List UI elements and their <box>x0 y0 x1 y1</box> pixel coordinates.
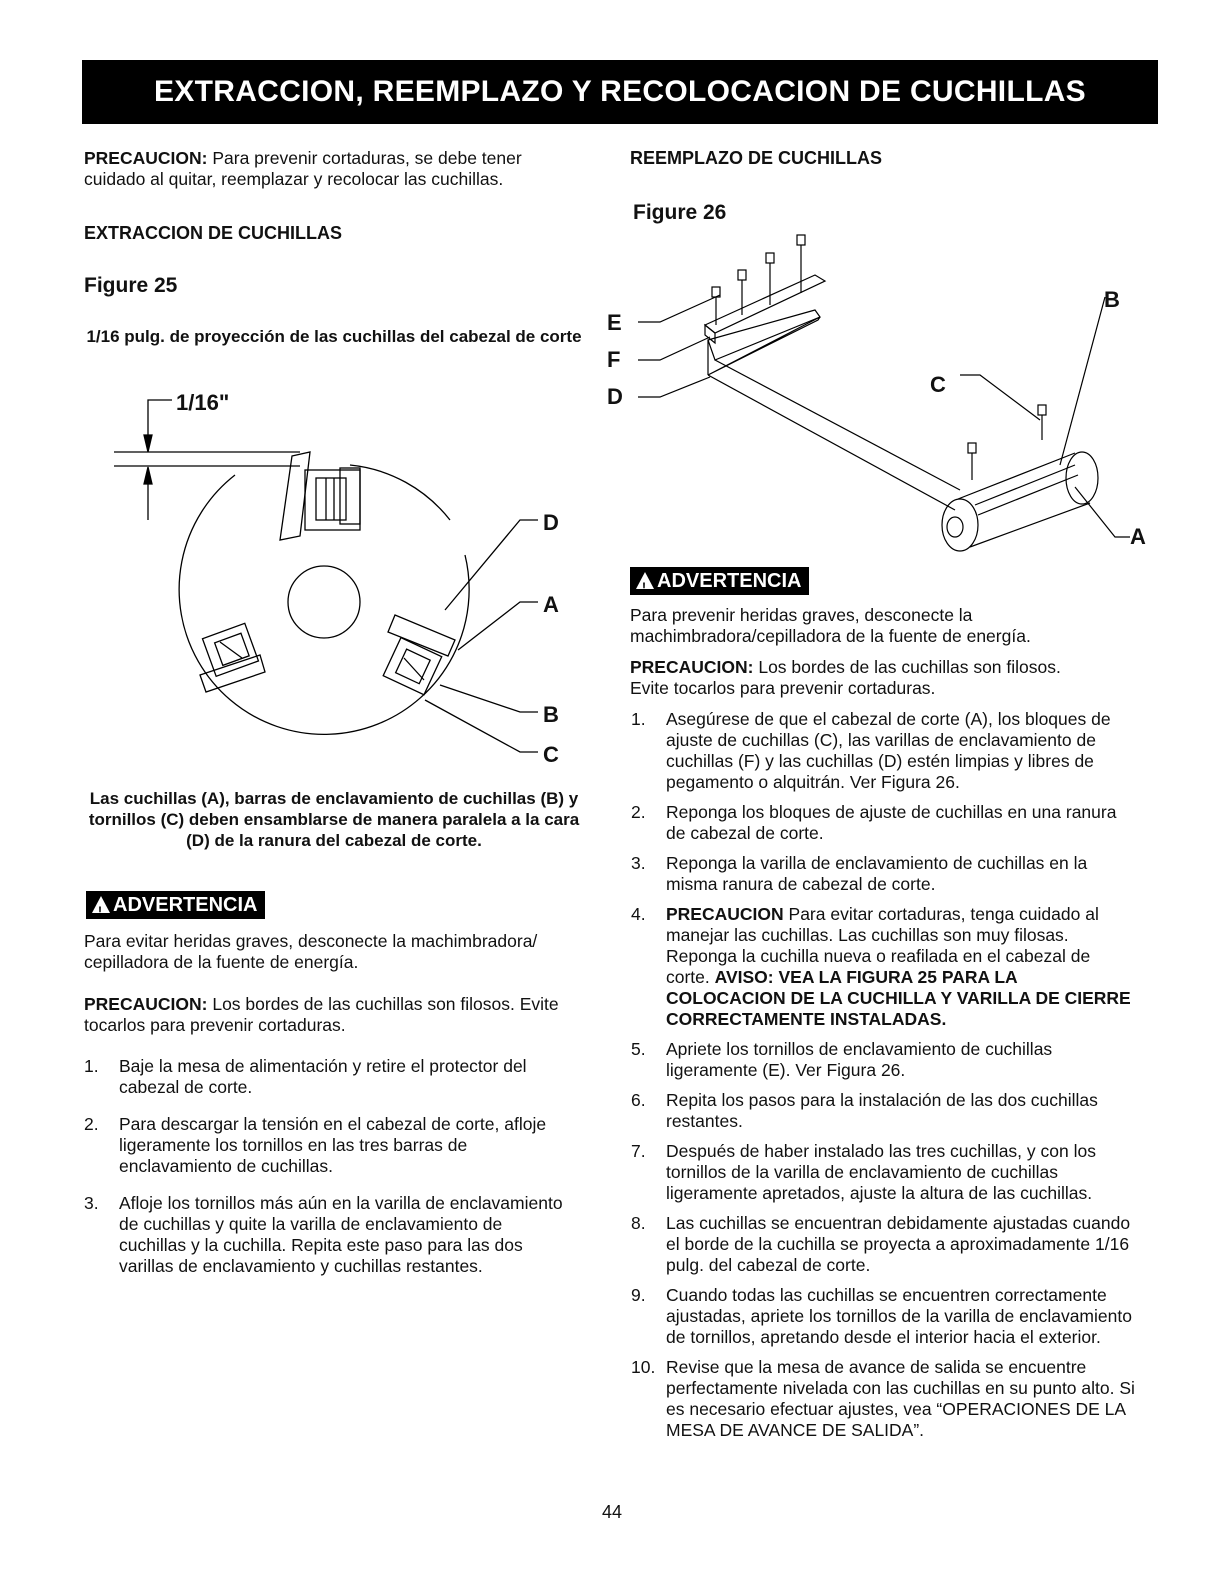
precaution-label-2: PRECAUCION: <box>84 994 208 1014</box>
warning-icon <box>636 572 654 589</box>
extraction-steps <box>84 1056 574 1286</box>
list-item <box>631 1285 1136 1348</box>
step-text: Asegúrese de que el cabezal de corte (A), los bloques de ajuste de cuchillas (C), las varillas de enclavamiento de cuchillas (F) y las cuchillas (D) estén limpias y libres de pegamento o alquitrán. Ver Figura 26. <box>666 709 1111 792</box>
callout-d: D <box>607 384 623 409</box>
callout-f: F <box>607 347 621 372</box>
list-item <box>631 853 1136 895</box>
step-text: Afloje los tornillos más aún en la varilla de enclavamiento de cuchillas y quite la varilla de enclavamiento de cuchillas y la cuchilla. Repita este paso para las dos varillas de enclavamiento y cuchillas restantes. <box>119 1193 563 1276</box>
callout-a: A <box>543 592 559 617</box>
figure-25-caption: Las cuchillas (A), barras de enclavamiento de cuchillas (B) y tornillos (C) deben ensamblarse de manera paralela a la cara (D) de la ranura del cabezal de corte. <box>88 789 580 850</box>
step-number: 7. <box>631 1141 646 1161</box>
step-number: 8. <box>631 1213 646 1233</box>
step-text: Las cuchillas se encuentran debidamente ajustadas cuando el borde de la cuchilla se proyecta a aproximadamente 1/16 pulg. del cabezal de corte. <box>666 1213 1131 1275</box>
step-text: Baje la mesa de alimentación y retire el protector del cabezal de corte. <box>119 1056 527 1097</box>
step-text: Apriete los tornillos de enclavamiento de cuchillas ligeramente (E). Ver Figura 26. <box>666 1039 1053 1080</box>
callout-d: D <box>543 510 559 535</box>
list-item <box>631 1090 1136 1132</box>
list-item <box>84 1114 574 1177</box>
list-item <box>631 1213 1136 1276</box>
list-item <box>631 1039 1136 1081</box>
page-number: 44 <box>601 1502 623 1522</box>
section-title-extraction: EXTRACCION DE CUCHILLAS <box>84 223 343 243</box>
callout-b: B <box>543 702 559 727</box>
step-number: 2. <box>84 1114 99 1134</box>
step-number: 2. <box>631 802 646 822</box>
step-number: 3. <box>631 853 646 873</box>
warning-badge-right <box>630 567 809 595</box>
step-number: 1. <box>84 1056 99 1076</box>
step-text: Para evitar cortaduras, tenga cuidado al manejar las cuchillas. Las cuchillas son muy filosas. Reponga la cuchilla nueva o reafilada en el cabezal de corte. <box>666 904 1099 987</box>
list-item <box>84 1056 574 1098</box>
precaution-note-right <box>630 657 1100 699</box>
step-number: 4. <box>631 904 646 924</box>
figure-25-subtitle: 1/16 pulg. de proyección de las cuchillas del cabezal de corte <box>86 327 582 346</box>
step-text: Revise que la mesa de avance de salida se encuentre perfectamente nivelada con las cuchillas en su punto alto. Si es necesario efectuar ajustes, vea “OPERACIONES DE LA MESA DE AVANCE DE SALIDA”. <box>666 1357 1135 1440</box>
page-banner: EXTRACCION, REEMPLAZO Y RECOLOCACION DE CUCHILLAS <box>82 60 1158 124</box>
step-number: 10. <box>631 1357 656 1377</box>
precaution-label: PRECAUCION: <box>84 148 208 168</box>
warning-text-right: Para prevenir heridas graves, desconecte la machimbradora/cepilladora de la fuente de energía. <box>630 605 1031 646</box>
step-bold: PRECAUCION <box>666 904 784 924</box>
replacement-steps <box>631 709 1136 1450</box>
figure-25-drawing <box>100 380 590 770</box>
step-number: 6. <box>631 1090 646 1110</box>
callout-c: C <box>543 742 559 767</box>
warning-icon <box>92 896 110 913</box>
figure-26-drawing <box>620 225 1160 560</box>
step-text: Repita los pasos para la instalación de las dos cuchillas restantes. <box>666 1090 1098 1131</box>
callout-b: B <box>1104 287 1120 312</box>
step-text: Después de haber instalado las tres cuchillas, y con los tornillos de la varilla de enclavamiento de cuchillas ligeramente apretados, ajuste la altura de las cuchillas. <box>666 1141 1096 1203</box>
warning-label: ADVERTENCIA <box>113 894 258 916</box>
list-item <box>631 709 1136 793</box>
callout-a: A <box>1130 524 1146 549</box>
warning-label: ADVERTENCIA <box>657 570 802 592</box>
precaution-text-right: Los bordes de las cuchillas son filosos. Evite tocarlos para prevenir cortaduras. <box>630 657 1061 698</box>
warning-text-left: Para evitar heridas graves, desconecte la machimbradora/ cepilladora de la fuente de energía. <box>84 931 538 972</box>
list-item <box>631 1357 1136 1441</box>
step-number: 3. <box>84 1193 99 1213</box>
step-text: Reponga la varilla de enclavamiento de cuchillas en la misma ranura de cabezal de corte. <box>666 853 1088 894</box>
step-number: 5. <box>631 1039 646 1059</box>
precaution-note <box>84 148 574 190</box>
step-number: 1. <box>631 709 646 729</box>
section-title-replacement: REEMPLAZO DE CUCHILLAS <box>630 148 882 168</box>
callout-c: C <box>930 372 946 397</box>
callout-e: E <box>607 310 622 335</box>
precaution-text-2: Los bordes de las cuchillas son filosos. Evite tocarlos para prevenir cortaduras. <box>84 994 559 1035</box>
step-text: Reponga los bloques de ajuste de cuchillas en una ranura de cabezal de corte. <box>666 802 1117 843</box>
precaution-note-2 <box>84 994 584 1036</box>
list-item <box>631 904 1136 1030</box>
step-text: Cuando todas las cuchillas se encuentren correctamente ajustadas, apriete los tornillos de la varilla de enclavamiento de tornillos, apretando desde el interior hacia el exterior. <box>666 1285 1132 1347</box>
list-item <box>631 1141 1136 1204</box>
callout-1-16: 1/16" <box>176 390 230 415</box>
precaution-text: Para prevenir cortaduras, se debe tener cuidado al quitar, reemplazar y recolocar las cuchillas. <box>84 148 522 189</box>
list-item <box>631 802 1136 844</box>
figure-25-label: Figure 25 <box>84 274 178 297</box>
precaution-label-right: PRECAUCION: <box>630 657 754 677</box>
list-item <box>84 1193 574 1277</box>
figure-26-label: Figure 26 <box>633 201 727 224</box>
step-bold-notice: AVISO: VEA LA FIGURA 25 PARA LA COLOCACION DE LA CUCHILLA Y VARILLA DE CIERRE CORRECTAMENTE INSTALADAS. <box>666 967 1131 1029</box>
step-number: 9. <box>631 1285 646 1305</box>
step-text: Para descargar la tensión en el cabezal de corte, afloje ligeramente los tornillos en las tres barras de enclavamiento de cuchillas. <box>119 1114 547 1176</box>
warning-badge-left <box>86 891 265 919</box>
